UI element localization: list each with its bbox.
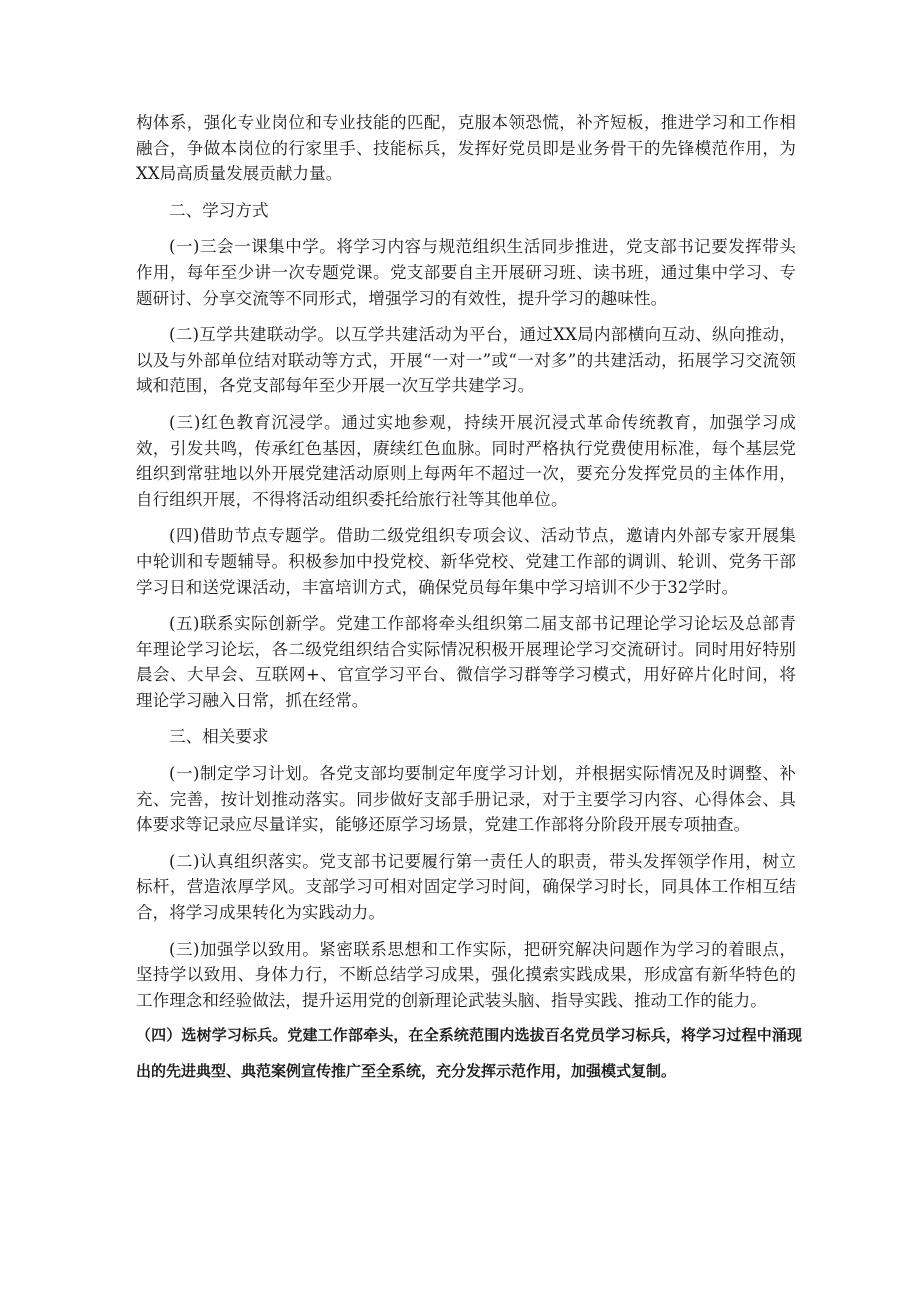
paragraph-method-1: (一)三会一课集中学。将学习内容与规范组织生活同步推进，党支部书记要发挥带头作用，每年至少讲一次专题党课。党支部要自主开展研习班、读书班，通过集中学习、专题研讨、分享交流等不同形式，增强学习的有效性，提升学习的趣味性。 [136, 237, 796, 308]
paragraph-requirement-4-bold: （四）选树学习标兵。党建工作部牵头，在全系统范围内选拔百名党员学习标兵，将学习过程中涌现出的先进典型、典范案例宣传推广至全系统，充分发挥示范作用，加强模式复制。 [136, 1026, 802, 1080]
section-heading-requirements: 三、相关要求 [169, 727, 269, 747]
paragraph-requirement-3: (三)加强学以致用。紧密联系思想和工作实际，把研究解决问题作为学习的着眼点，坚持学以致用、身体力行，不断总结学习成果，强化摸索实践成果，形成富有新华特色的工作理念和经验做法，提升运用党的创新理论武装头脑、指导实践、推动工作的能力。 [136, 939, 796, 1010]
section-heading-learning-methods: 二、学习方式 [169, 200, 269, 220]
paragraph-intro: 构体系，强化专业岗位和专业技能的匹配，克服本领恐慌，补齐短板，推进学习和工作相融合，争做本岗位的行家里手、技能标兵，发挥好党员即是业务骨干的先锋模范作用，为XX局高质量发展贡献力量。 [136, 113, 796, 184]
paragraph-method-5: (五)联系实际创新学。党建工作部将牵头组织第二届支部书记理论学习论坛及总部青年理论学习论坛，各二级党组织结合实际情况积极开展理论学习交流研讨。同时用好特别晨会、大早会、互联网+、官宣学习平台、微信学习群等学习模式，用好碎片化时间，将理论学习融入日常，抓在经常。 [136, 614, 796, 710]
paragraph-method-3: (三)红色教育沉浸学。通过实地参观，持续开展沉浸式革命传统教育，加强学习成效，引发共鸣，传承红色基因，赓续红色血脉。同时严格执行党费使用标准，每个基层党组织到常驻地以外开展党建活动原则上每两年不超过一次，要充分发挥党员的主体作用，自行组织开展，不得将活动组织委托给旅行社等其他单位。 [136, 412, 796, 509]
paragraph-method-4: (四)借助节点专题学。借助二级党组织专项会议、活动节点，邀请内外部专家开展集中轮训和专题辅导。积极参加中投党校、新华党校、党建工作部的调训、轮训、党务干部学习日和送党课活动，丰富培训方式，确保党员每年集中学习培训不少于32学时。 [136, 526, 796, 597]
paragraph-method-2: (二)互学共建联动学。以互学共建活动为平台，通过XX局内部横向互动、纵向推动，以及与外部单位结对联动等方式，开展“一对一”或“一对多”的共建活动，拓展学习交流领域和范围，各党支部每年至少开展一次互学共建学习。 [136, 325, 796, 396]
paragraph-requirement-2: (二)认真组织落实。党支部书记要履行第一责任人的职责，带头发挥领学作用，树立标杆，营造浓厚学风。支部学习可相对固定学习时间，确保学习时长，同具体工作相互结合，将学习成果转化为实践动力。 [136, 851, 796, 923]
paragraph-requirement-1: (一)制定学习计划。各党支部均要制定年度学习计划，并根据实际情况及时调整、补充、完善，按计划推动落实。同步做好支部手册记录，对于主要学习内容、心得体会、具体要求等记录应尽量详实，能够还原学习场景，党建工作部将分阶段开展专项抽查。 [136, 764, 796, 835]
document-body [136, 110, 796, 1024]
